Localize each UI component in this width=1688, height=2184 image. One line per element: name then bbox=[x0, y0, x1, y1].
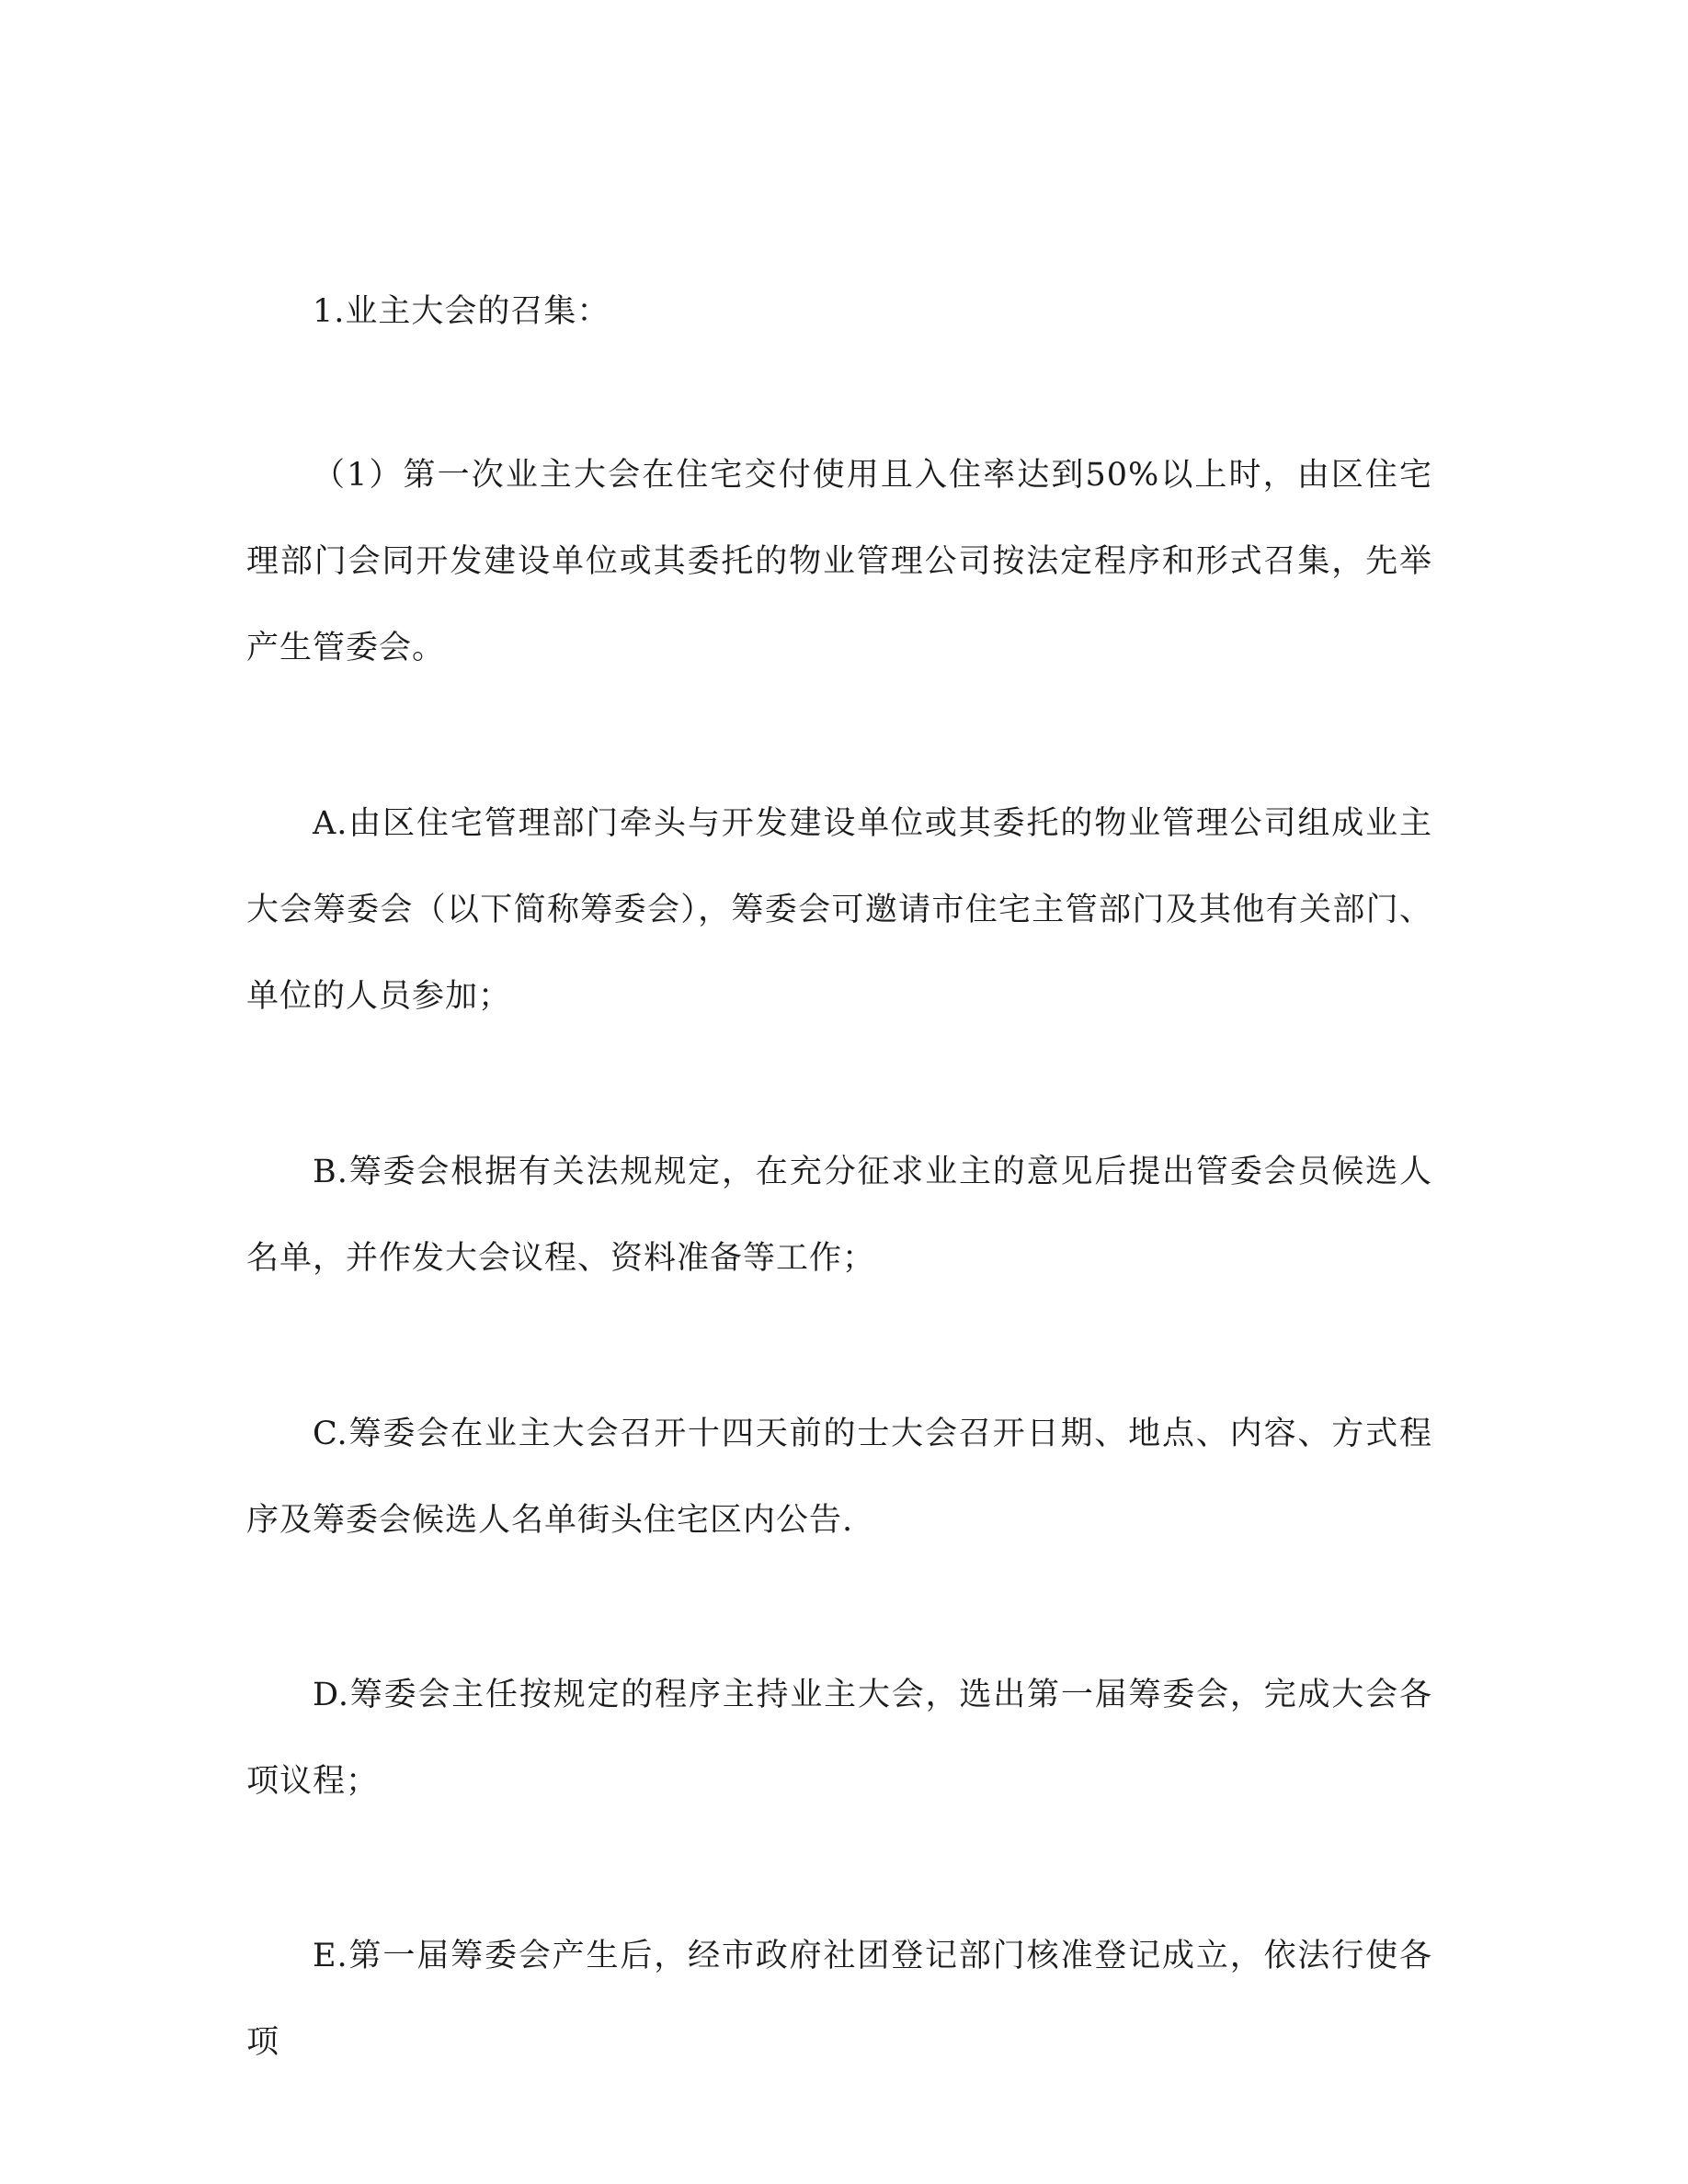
paragraph-item-a: A.由区住宅管理部门牵头与开发建设单位或其委托的物业管理公司组成业主大会筹委会（以下简称筹委会），筹委会可邀请市住宅主管部门及其他有关部门、单位的人员参加； bbox=[246, 805, 1432, 1015]
paragraph-item-e: E.第一届筹委会产生后，经市政府社团登记部门核准登记成立，依法行使各项 bbox=[246, 1938, 1432, 2061]
paragraph-item-d: D.筹委会主任按规定的程序主持业主大会，选出第一届筹委会，完成大会各项议程； bbox=[246, 1677, 1432, 1800]
paragraph-item-b: B.筹委会根据有关法规规定，在充分征求业主的意见后提出管委会员候选人名单，并作发大会议程、资料准备等工作； bbox=[246, 1154, 1432, 1277]
paragraph-first-meeting: （1）第一次业主大会在住宅交付使用且入住率达到50%以上时，由区住宅理部门会同开发建设单位或其委托的物业管理公司按法定程序和形式召集，先举产生管委会。 bbox=[246, 457, 1432, 666]
paragraph-item-c: C.筹委会在业主大会召开十四天前的士大会召开日期、地点、内容、方式程序及筹委会候选人名单街头住宅区内公告. bbox=[246, 1416, 1432, 1539]
section-heading: 1.业主大会的召集： bbox=[313, 293, 610, 330]
